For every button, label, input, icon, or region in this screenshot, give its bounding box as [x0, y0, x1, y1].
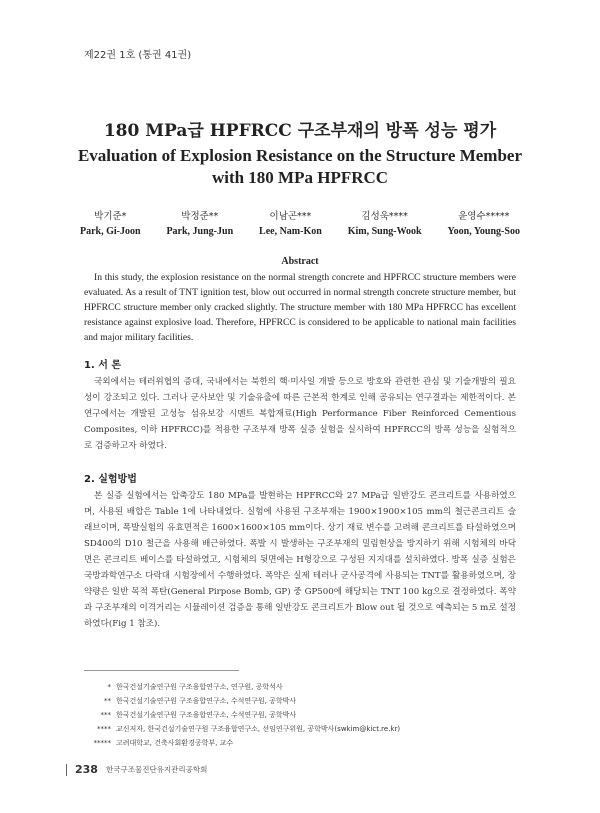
- author-english-name: Park, Gi-Joon: [80, 226, 141, 237]
- footer-bar: [66, 764, 67, 776]
- footnote-mark: *****: [93, 739, 111, 747]
- author-korean-name: 박정준**: [181, 211, 219, 222]
- author-english-name: Yoon, Young-Soo: [447, 226, 520, 237]
- footnote-text: 교신저자, 한국건설기술연구원 구조융합연구소, 선임연구위원, 공학박사(swkim@kict.re.kr): [116, 725, 401, 733]
- korean-title: 180 MPa급 HPFRCC 구조부재의 방폭 성능 평가: [103, 121, 497, 141]
- page-footer: [66, 763, 207, 776]
- footnote: [84, 680, 400, 694]
- author: [348, 208, 422, 237]
- author-english-name: Kim, Sung-Wook: [347, 226, 422, 237]
- volume-info: 제22권 1호 (통권 41권): [84, 50, 192, 61]
- footnote-text: 고려대학교, 건축사회환경공학부, 교수: [116, 739, 234, 747]
- footnotes: [84, 680, 400, 750]
- section-heading-methods: 2. 실험방법: [84, 474, 137, 485]
- author: [80, 208, 141, 237]
- journal-name: 한국구조물진단유지관리공학회: [105, 765, 208, 774]
- abstract-text: In this study, the explosion resistance on the normal strength concrete and HPFRCC structure members were evaluated. As a result of TNT ignition test, blow out occurred in normal strength concrete structure member, but HPFRCC structure member only cracked slightly. The structure member with 180 MPa HPFRCC has excellent resistance against explosive load. Therefore, HPFRCC is considered to be applicable to national main facilities and major military facilities.: [84, 272, 516, 343]
- english-title: Evaluation of Explosion Resistance on the Structure Member with 180 MPa HPFRCC: [77, 146, 523, 187]
- footnote-mark: ****: [97, 725, 111, 733]
- page-number: 238: [75, 763, 98, 776]
- author-korean-name: 김성욱****: [361, 211, 408, 222]
- abstract-heading: Abstract: [281, 256, 319, 267]
- footnote-text: 한국건설기술연구원 구조융합연구소, 연구원, 공학석사: [116, 683, 283, 691]
- author: [259, 208, 322, 237]
- footnote-divider: [84, 670, 239, 671]
- footnote: [84, 736, 400, 750]
- author: [448, 208, 520, 237]
- methods-text: 본 실증 실험에서는 압축강도 180 MPa를 발현하는 HPFRCC와 27 MPa급 일반강도 콘크리트를 사용하였으며, 사용된 배합은 Table 1에 나타내었다. 실험에 사용된 구조부재는 1900×1900×105 mm의 철근콘크리트 슬래브이며, 폭발실험의 유효면적은 1600×1600×105 mm이다. 상기 재료 변수를 고려해 콘크리트를 타설하였으며 SD400의 D10 철근을 사용해 배근하였다. 폭발 시 발생하는 구조부재의 밀림현상을 방지하기 위해 시험체의 바닥면은 콘크리트 베이스를 타설하였고, 시험체의 뒷면에는 H형강으로 구성된 지지대를 설치하였다. 방폭 실증 실험은 국방과학연구소 다락대 시험장에서 수행하였다. 폭약은 실제 테러나 군사공격에 사용되는 TNT를 활용하였으며, 장약량은 일반 목적 폭탄(General Pirpose Bomb, GP) 중 GP500에 해당되는 TNT 100 kg으로 결정하였다. 폭약과 구조부재의 이격거리는 시뮬레이션 검증을 통해 일반강도 콘크리트가 Blow out 될 것으로 예측되는 5 m로 설정하였다(Fig 1 참조).: [84, 491, 516, 629]
- footnote-mark: **: [104, 697, 111, 705]
- footnote-mark: *: [107, 683, 111, 691]
- introduction-text: 국외에서는 테러위협의 증대, 국내에서는 북한의 핵·미사일 개발 등으로 방호와 관련한 관심 및 기술개발의 필요성이 강조되고 있다. 그러나 군사보안 및 기술유출에 따른 근본적 한계로 인해 공유되는 연구결과는 제한적이다. 본 연구에서는 개발된 고성능 섬유보강 시멘트 복합재료(High Performance Fiber Reinforced Cementious Composites, 이하 HPFRCC)를 적용한 구조부재 방폭 실증 실험을 실시하여 HPFRCC의 방폭 성능을 실험적으로 검증하고자 하였다.: [84, 377, 516, 451]
- author-english-name: Lee, Nam-Kon: [259, 226, 322, 237]
- author-list: [80, 208, 520, 237]
- author-korean-name: 윤영수*****: [458, 211, 510, 222]
- section-heading-introduction: 1. 서 론: [84, 360, 122, 371]
- author-korean-name: 이남곤***: [269, 211, 312, 222]
- footnote-text: 한국건설기술연구원 구조융합연구소, 수석연구원, 공학박사: [116, 711, 297, 719]
- footnote-text: 한국건설기술연구원 구조융합연구소, 수석연구원, 공학박사: [116, 697, 297, 705]
- footnote: [84, 694, 400, 708]
- footnote-mark: ***: [100, 711, 111, 719]
- footnote: [84, 708, 400, 722]
- author-korean-name: 박기준*: [94, 211, 127, 222]
- footnote: [84, 722, 400, 736]
- author-english-name: Park, Jung-Jun: [166, 226, 234, 237]
- author: [166, 208, 233, 237]
